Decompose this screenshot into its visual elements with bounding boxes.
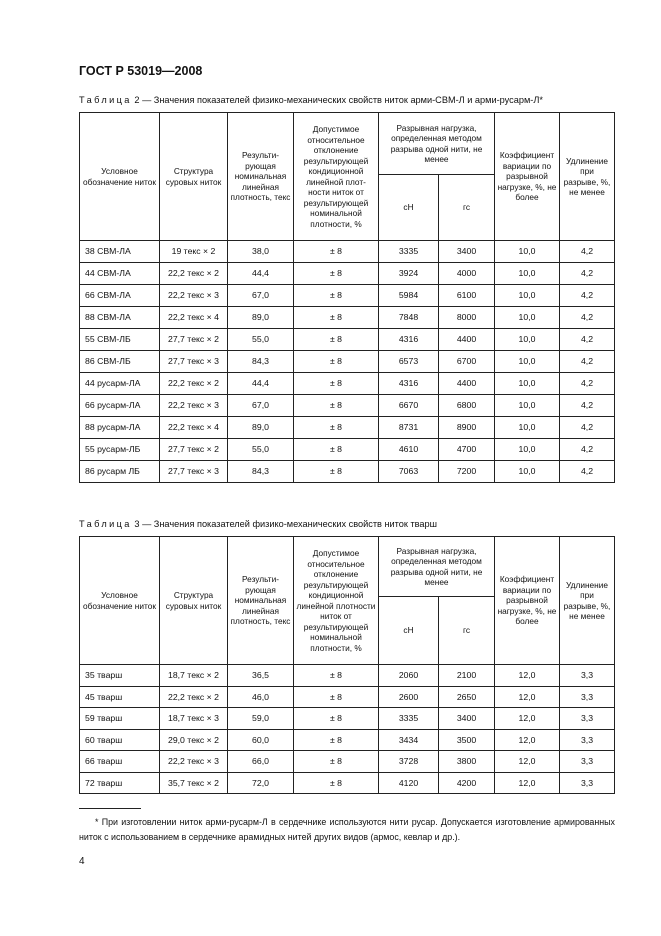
- table-cell-dev: ± 8: [294, 307, 379, 329]
- table-cell-var: 12,0: [495, 772, 560, 794]
- footnote-divider: [79, 808, 141, 809]
- table-cell-density: 55,0: [228, 329, 294, 351]
- table-row: [80, 708, 615, 730]
- table-cell-var: 10,0: [495, 461, 560, 483]
- table2-header-load: Разрывная нагрузка, определенная методом разрыва одной нити, не менее: [379, 113, 495, 175]
- table-cell-dev: ± 8: [294, 373, 379, 395]
- table-cell-gs: 2100: [439, 665, 495, 687]
- table-cell-dev: ± 8: [294, 751, 379, 773]
- table-cell-gs: 8900: [439, 417, 495, 439]
- table-cell-var: 10,0: [495, 395, 560, 417]
- table-cell-var: 10,0: [495, 417, 560, 439]
- table2-header-designation: Условное обозначение ниток: [80, 113, 160, 241]
- table2-header-density: Результи-рующая номинальная линейная плотность, текс: [228, 113, 294, 241]
- table-cell-dev: ± 8: [294, 351, 379, 373]
- table-cell-dev: ± 8: [294, 686, 379, 708]
- table3-header-load: Разрывная нагрузка, определенная методом разрыва одной нити, не менее: [379, 537, 495, 597]
- table2-body: [80, 241, 615, 483]
- table-cell-struct: 29,0 текс × 2: [160, 729, 228, 751]
- table-cell-elong: 4,2: [560, 439, 615, 461]
- table-cell-density: 44,4: [228, 373, 294, 395]
- table-cell-density: 38,0: [228, 241, 294, 263]
- table-cell-cn: 3728: [379, 751, 439, 773]
- table-cell-density: 55,0: [228, 439, 294, 461]
- table3-header-structure: Структура суровых ниток: [160, 537, 228, 665]
- table-cell-elong: 4,2: [560, 307, 615, 329]
- table3-header-load-cn: сН: [379, 597, 439, 665]
- table-cell-density: 36,5: [228, 665, 294, 687]
- table-cell-name: 38 СВМ-ЛА: [80, 241, 160, 263]
- table2-caption: [79, 95, 543, 105]
- table-cell-name: 44 СВМ-ЛА: [80, 263, 160, 285]
- table-cell-struct: 22,2 текс × 3: [160, 285, 228, 307]
- table-cell-density: 60,0: [228, 729, 294, 751]
- table-cell-struct: 18,7 текс × 2: [160, 665, 228, 687]
- table2-header-load-gs: гс: [439, 175, 495, 241]
- table-cell-struct: 22,2 текс × 4: [160, 417, 228, 439]
- table-row: [80, 263, 615, 285]
- table-cell-gs: 2650: [439, 686, 495, 708]
- table3: [79, 536, 615, 794]
- table-cell-gs: 4400: [439, 329, 495, 351]
- table-cell-name: 59 тварш: [80, 708, 160, 730]
- table3-header-load-gs: гс: [439, 597, 495, 665]
- table-cell-elong: 3,3: [560, 772, 615, 794]
- table3-label: Таблица: [79, 519, 132, 529]
- table-cell-elong: 3,3: [560, 708, 615, 730]
- table-cell-dev: ± 8: [294, 461, 379, 483]
- table-cell-name: 55 русарм-ЛБ: [80, 439, 160, 461]
- table-row: [80, 285, 615, 307]
- table-cell-dev: ± 8: [294, 263, 379, 285]
- table-cell-name: 35 тварш: [80, 665, 160, 687]
- page-number: 4: [79, 856, 85, 867]
- table-cell-name: 66 тварш: [80, 751, 160, 773]
- table-cell-name: 66 русарм-ЛА: [80, 395, 160, 417]
- table-row: [80, 307, 615, 329]
- table-cell-cn: 4316: [379, 329, 439, 351]
- table-cell-struct: 22,2 текс × 2: [160, 373, 228, 395]
- table-cell-gs: 6800: [439, 395, 495, 417]
- table-row: [80, 751, 615, 773]
- table-cell-struct: 22,2 текс × 3: [160, 395, 228, 417]
- table2-label: Таблица: [79, 95, 132, 105]
- table3-number: 3: [134, 519, 140, 529]
- table-cell-struct: 27,7 текс × 3: [160, 461, 228, 483]
- table-cell-struct: 22,2 текс × 4: [160, 307, 228, 329]
- table-cell-gs: 3400: [439, 708, 495, 730]
- table-cell-name: 55 СВМ-ЛБ: [80, 329, 160, 351]
- table-cell-elong: 4,2: [560, 373, 615, 395]
- table-cell-elong: 3,3: [560, 665, 615, 687]
- table-cell-cn: 4120: [379, 772, 439, 794]
- table-cell-gs: 8000: [439, 307, 495, 329]
- table-cell-var: 10,0: [495, 439, 560, 461]
- table-cell-cn: 8731: [379, 417, 439, 439]
- table-row: [80, 329, 615, 351]
- table-cell-density: 44,4: [228, 263, 294, 285]
- table-cell-gs: 3500: [439, 729, 495, 751]
- table-cell-dev: ± 8: [294, 417, 379, 439]
- table2-header-load-cn: сН: [379, 175, 439, 241]
- table-row: [80, 729, 615, 751]
- table-cell-struct: 27,7 текс × 3: [160, 351, 228, 373]
- table-cell-elong: 3,3: [560, 729, 615, 751]
- table-row: [80, 686, 615, 708]
- table-row: [80, 373, 615, 395]
- table-cell-gs: 4700: [439, 439, 495, 461]
- table-cell-cn: 4316: [379, 373, 439, 395]
- table-cell-gs: 6100: [439, 285, 495, 307]
- table-cell-dev: ± 8: [294, 285, 379, 307]
- table-cell-density: 59,0: [228, 708, 294, 730]
- table-cell-cn: 3335: [379, 241, 439, 263]
- table-cell-var: 10,0: [495, 307, 560, 329]
- table-cell-var: 10,0: [495, 263, 560, 285]
- table2: [79, 112, 615, 483]
- table-cell-density: 89,0: [228, 417, 294, 439]
- table-cell-density: 67,0: [228, 285, 294, 307]
- table-cell-var: 12,0: [495, 665, 560, 687]
- table-cell-elong: 4,2: [560, 241, 615, 263]
- table-cell-density: 46,0: [228, 686, 294, 708]
- table2-header-deviation: Допустимое относительное отклонение результирующей кондиционной линейной плот-ности ниток от результирующей номинальной плотности, %: [294, 113, 379, 241]
- table-cell-var: 10,0: [495, 329, 560, 351]
- table-cell-var: 12,0: [495, 729, 560, 751]
- table-cell-var: 10,0: [495, 351, 560, 373]
- table-cell-var: 10,0: [495, 373, 560, 395]
- table3-header-elongation: Удлинение при разрыве, %, не менее: [560, 537, 615, 665]
- table-cell-density: 84,3: [228, 461, 294, 483]
- table-cell-elong: 4,2: [560, 263, 615, 285]
- table-row: [80, 395, 615, 417]
- table-cell-var: 10,0: [495, 241, 560, 263]
- table-row: [80, 241, 615, 263]
- table-cell-elong: 4,2: [560, 417, 615, 439]
- table-cell-dev: ± 8: [294, 665, 379, 687]
- table-cell-density: 67,0: [228, 395, 294, 417]
- table-cell-elong: 3,3: [560, 686, 615, 708]
- table-cell-struct: 27,7 текс × 2: [160, 329, 228, 351]
- table-row: [80, 665, 615, 687]
- table-cell-elong: 4,2: [560, 461, 615, 483]
- table-row: [80, 772, 615, 794]
- table2-header-variation: Коэффициент вариации по разрывной нагрузке, %, не более: [495, 113, 560, 241]
- table3-header-designation: Условное обозначение ниток: [80, 537, 160, 665]
- table2-number: 2: [134, 95, 140, 105]
- table-cell-struct: 18,7 текс × 3: [160, 708, 228, 730]
- table-cell-dev: ± 8: [294, 439, 379, 461]
- table-cell-gs: 7200: [439, 461, 495, 483]
- table2-title: — Значения показателей физико-механических свойств ниток арми-СВМ-Л и арми-русарм-Л*: [139, 95, 543, 105]
- table-cell-elong: 4,2: [560, 329, 615, 351]
- table-cell-density: 72,0: [228, 772, 294, 794]
- table-cell-struct: 35,7 текс × 2: [160, 772, 228, 794]
- table-cell-dev: ± 8: [294, 241, 379, 263]
- table-cell-name: 86 СВМ-ЛБ: [80, 351, 160, 373]
- table3-header-density: Результи-рующая номинальная линейная плотность, текс: [228, 537, 294, 665]
- table-cell-elong: 4,2: [560, 351, 615, 373]
- table-cell-struct: 22,2 текс × 3: [160, 751, 228, 773]
- table-cell-gs: 4200: [439, 772, 495, 794]
- table-cell-name: 86 русарм ЛБ: [80, 461, 160, 483]
- table-cell-dev: ± 8: [294, 329, 379, 351]
- table-cell-struct: 22,2 текс × 2: [160, 686, 228, 708]
- table-cell-elong: 3,3: [560, 751, 615, 773]
- table-cell-cn: 2600: [379, 686, 439, 708]
- table-cell-name: 72 тварш: [80, 772, 160, 794]
- table-cell-struct: 22,2 текс × 2: [160, 263, 228, 285]
- table-cell-gs: 4000: [439, 263, 495, 285]
- table-cell-dev: ± 8: [294, 395, 379, 417]
- table-cell-elong: 4,2: [560, 395, 615, 417]
- table-cell-cn: 3924: [379, 263, 439, 285]
- table-cell-var: 12,0: [495, 686, 560, 708]
- table-cell-cn: 3335: [379, 708, 439, 730]
- table-cell-dev: ± 8: [294, 729, 379, 751]
- table-cell-cn: 6573: [379, 351, 439, 373]
- table3-caption: [79, 519, 437, 529]
- table-cell-elong: 4,2: [560, 285, 615, 307]
- table-cell-cn: 7063: [379, 461, 439, 483]
- table-cell-cn: 5984: [379, 285, 439, 307]
- document-header: ГОСТ Р 53019—2008: [79, 64, 203, 78]
- table-cell-name: 60 тварш: [80, 729, 160, 751]
- table-cell-name: 45 тварш: [80, 686, 160, 708]
- table-cell-name: 44 русарм-ЛА: [80, 373, 160, 395]
- table-row: [80, 417, 615, 439]
- table-cell-name: 66 СВМ-ЛА: [80, 285, 160, 307]
- table3-body: [80, 665, 615, 794]
- table-cell-var: 12,0: [495, 708, 560, 730]
- table-cell-dev: ± 8: [294, 708, 379, 730]
- table-cell-var: 12,0: [495, 751, 560, 773]
- table-cell-name: 88 русарм-ЛА: [80, 417, 160, 439]
- table-cell-cn: 6670: [379, 395, 439, 417]
- table3-header-deviation: Допустимое относительное отклонение результирующей кондиционной линейной плотности ниток от результирующей номинальной плотности, %: [294, 537, 379, 665]
- table-cell-cn: 4610: [379, 439, 439, 461]
- table-cell-struct: 27,7 текс × 2: [160, 439, 228, 461]
- table-cell-gs: 6700: [439, 351, 495, 373]
- table-cell-cn: 3434: [379, 729, 439, 751]
- table-cell-gs: 3400: [439, 241, 495, 263]
- table-cell-dev: ± 8: [294, 772, 379, 794]
- table-cell-density: 66,0: [228, 751, 294, 773]
- table-cell-cn: 2060: [379, 665, 439, 687]
- table-row: [80, 439, 615, 461]
- table3-title: — Значения показателей физико-механических свойств ниток тварш: [139, 519, 438, 529]
- table-cell-density: 84,3: [228, 351, 294, 373]
- table-cell-struct: 19 текс × 2: [160, 241, 228, 263]
- table-cell-gs: 3800: [439, 751, 495, 773]
- table-cell-var: 10,0: [495, 285, 560, 307]
- table2-header-structure: Структура суровых ниток: [160, 113, 228, 241]
- table-row: [80, 461, 615, 483]
- footnote: * При изготовлении ниток арми-русарм-Л в сердечнике используются нити русар. Допускается изготовление армированных ниток с использованием в сердечнике арамидных нитей других видов (армос, кевлар и др.).: [79, 817, 615, 842]
- table-cell-density: 89,0: [228, 307, 294, 329]
- table2-header-elongation: Удлинение при разрыве, %, не менее: [560, 113, 615, 241]
- table-cell-name: 88 СВМ-ЛА: [80, 307, 160, 329]
- table-cell-gs: 4400: [439, 373, 495, 395]
- table-cell-cn: 7848: [379, 307, 439, 329]
- table3-header-variation: Коэффициент вариации по разрывной нагрузке, %, не более: [495, 537, 560, 665]
- table-row: [80, 351, 615, 373]
